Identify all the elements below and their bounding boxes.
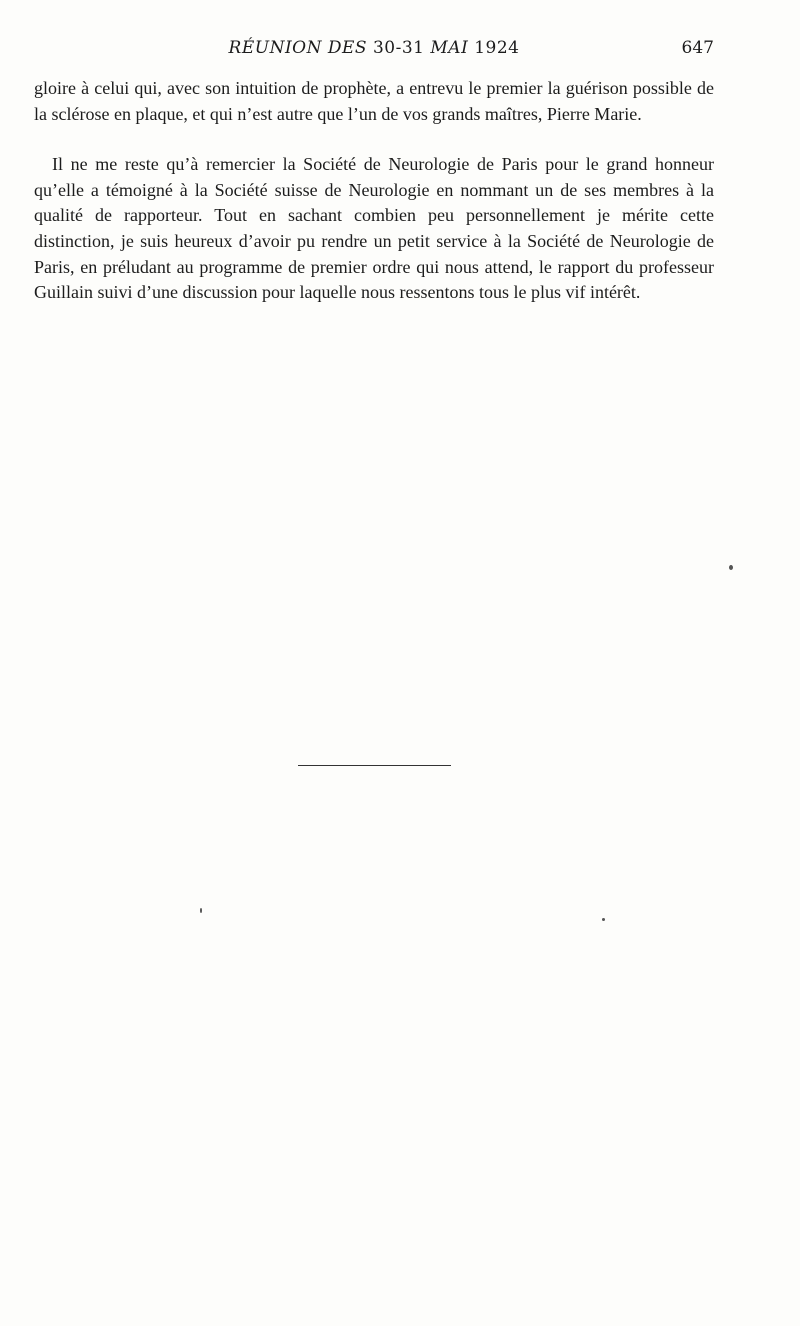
paragraph-1: gloire à celui qui, avec son intuition de prophète, a entrevu le premier la guérison possible de la sclérose en plaque, et qui n’est autre que l’un de vos grands maîtres, Pierre Marie. <box>34 78 714 124</box>
end-rule <box>298 765 451 766</box>
running-title-part-4: 1924 <box>468 38 520 58</box>
page-number: 647 <box>681 38 714 58</box>
running-title <box>34 38 714 58</box>
running-title-part-1: RÉUNION DES <box>228 38 368 58</box>
running-title-part-2: 30-31 <box>367 38 431 58</box>
paper-speck <box>602 918 605 921</box>
body-text <box>34 76 714 306</box>
running-head <box>34 38 714 62</box>
running-title-part-3: MAI <box>430 38 469 58</box>
paper-speck <box>729 565 733 570</box>
paper-speck <box>200 908 202 913</box>
paragraph-2: Il ne me reste qu’à remercier la Société de Neurologie de Paris pour le grand honneur qu’elle a témoigné à la Société suisse de Neurologie en nommant un de ses membres à la qualité de rapporteur. Tout en sachant combien peu personnellement je mérite cette distinction, je suis heureux d’avoir pu rendre un petit service à la Société de Neurologie de Paris, en préludant au programme de premier ordre qui nous attend, le rapport du professeur Guillain suivi d’une discussion pour laquelle nous ressentons tous le plus vif intérêt. <box>34 154 714 303</box>
